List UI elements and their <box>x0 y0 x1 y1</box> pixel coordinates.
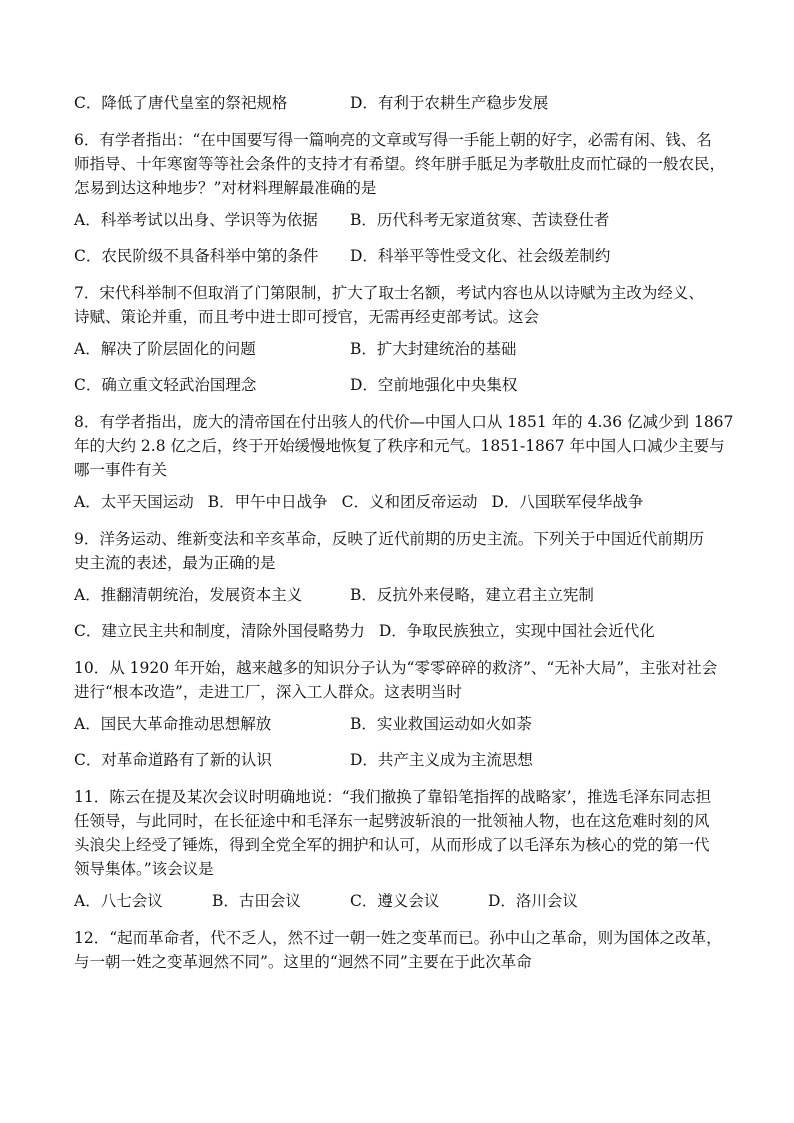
q11-stem <box>74 785 726 881</box>
q11-stem-line: 11．陈云在提及某次会议时明确地说：“我们撤换了靠铅笔指挥的战略家’，推选毛泽东同志担 <box>74 788 712 806</box>
q8-stem-line: 8．有学者指出，庞大的清帝国在付出骇人的代价—中国人口从 1851 年的 4.36 亿减少到 1867 <box>74 413 734 431</box>
q9-stem-line: 9．洋务运动、维新变法和辛亥革命，反映了近代前期的历史主流。下列关于中国近代前期历 <box>74 530 704 548</box>
q7-stem-line: 诗赋、策论并重，而且考中进士即可授官，无需再经吏部考试。这会 <box>74 308 540 326</box>
q10-stem-line: 10．从 1920 年开始，越来越多的知识分子认为“零零碎碎的救济”、“无补大局”，主张对社会 <box>74 659 718 677</box>
q8-option-d[interactable]: D．八国联军侵华战争 <box>491 493 644 511</box>
q7-option-row <box>74 374 726 396</box>
q5-option-d[interactable]: D．有利于农耕生产稳步发展 <box>350 94 549 112</box>
q9-option-b[interactable]: B．反抗外来侵略，建立君主立宪制 <box>350 586 594 604</box>
q10-stem-line: 进行“根本改造”，走进工厂，深入工人群众。这表明当时 <box>74 683 462 701</box>
q10-options <box>74 713 726 771</box>
q11-option-c[interactable]: C．遵义会议 <box>350 892 440 910</box>
q9-option-a[interactable]: A．推翻清朝统治，发展资本主义 <box>74 586 303 604</box>
q9-option-row <box>74 584 726 606</box>
q6-stem-line: 师指导、十年寒窗等等社会条件的支持才有希望。终年胼手胝足为孝敬肚皮而忙碌的一般农民， <box>74 155 726 173</box>
q11-option-b[interactable]: B．古田会议 <box>212 892 301 910</box>
q6-option-a[interactable]: A．科举考试以出身、学识等为依据 <box>74 211 318 229</box>
q7-option-a[interactable]: A．解决了阶层固化的问题 <box>74 340 256 358</box>
q5-option-row <box>74 92 726 114</box>
q11-option-a[interactable]: A．八七会议 <box>74 892 163 910</box>
q11-option-row <box>74 890 726 912</box>
q9-option-c[interactable]: C．建立民主共和制度，清除外国侵略势力 <box>74 622 365 640</box>
q7-option-d[interactable]: D．空前地强化中央集权 <box>350 376 518 394</box>
q9-options <box>74 584 726 642</box>
q9-option-row <box>74 620 726 642</box>
q7-stem <box>74 281 726 329</box>
q6-stem-line: 6．有学者指出：“在中国要写得一篇响亮的文章或写得一手能上朝的好字，必需有闲、钱、名 <box>74 131 712 149</box>
q6-stem <box>74 128 726 200</box>
q8-stem-line: 哪一事件有关 <box>74 461 168 479</box>
q10-stem <box>74 656 726 704</box>
q9-stem-line: 史主流的表述，最为正确的是 <box>74 554 276 572</box>
q6-stem-line: 怎易到达这种地步？”对材料理解最准确的是 <box>74 179 377 197</box>
q10-option-a[interactable]: A．国民大革命推动思想解放 <box>74 715 272 733</box>
q11-stem-line: 任领导，与此同时，在长征途中和毛泽东一起劈波斩浪的一批领袖人物，也在这危难时刻的风 <box>74 812 710 830</box>
q6-option-b[interactable]: B．历代科考无家道贫寒、苦读登仕者 <box>350 211 610 229</box>
q8-stem-line: 年的大约 2.8 亿之后，终于开始缓慢地恢复了秩序和元气。1851-1867 年中国人口减少主要与 <box>74 437 725 455</box>
q12-stem <box>74 926 726 974</box>
q6-option-row <box>74 209 726 231</box>
q6-options <box>74 209 726 267</box>
q7-option-c[interactable]: C．确立重文轻武治国理念 <box>74 376 257 394</box>
q6-option-c[interactable]: C．农民阶级不具备科举中第的条件 <box>74 247 319 265</box>
q11-stem-line: 头浪尖上经受了锤炼，得到全党全军的拥护和认可，从而形成了以毛泽东为核心的党的第一代 <box>74 836 710 854</box>
q7-stem-line: 7．宋代科举制不但取消了门第限制，扩大了取士名额，考试内容也从以诗赋为主改为经义、 <box>74 284 704 302</box>
q8-option-b[interactable]: B．甲午中日战争 <box>207 493 328 511</box>
exam-page <box>74 92 734 983</box>
q9-stem <box>74 527 726 575</box>
q6-option-d[interactable]: D．科举平等性受文化、社会级差制约 <box>350 247 611 265</box>
q10-option-row <box>74 713 726 735</box>
q10-option-row <box>74 749 726 771</box>
q10-option-b[interactable]: B．实业救国运动如火如荼 <box>350 715 532 733</box>
q8-options <box>74 491 726 513</box>
q12-stem-line: 与一朝一姓之变革迥然不同”。这里的“迥然不同”主要在于此次革命 <box>74 953 532 971</box>
q11-stem-line: 领导集体。”该会议是 <box>74 860 214 878</box>
q7-option-row <box>74 338 726 360</box>
q12-stem-line: 12．“起而革命者，代不乏人，然不过一朝一姓之变革而已。孙中山之革命，则为国体之改革， <box>74 929 722 947</box>
q9-option-d[interactable]: D．争取民族独立，实现中国社会近代化 <box>378 622 655 640</box>
q8-option-row <box>74 491 726 513</box>
q11-option-d[interactable]: D．洛川会议 <box>488 892 578 910</box>
q6-option-row <box>74 245 726 267</box>
q8-stem <box>74 410 734 482</box>
q7-option-b[interactable]: B．扩大封建统治的基础 <box>350 340 517 358</box>
q10-option-c[interactable]: C．对革命道路有了新的认识 <box>74 751 272 769</box>
q5-option-c[interactable]: C．降低了唐代皇室的祭祀规格 <box>74 94 288 112</box>
q8-option-c[interactable]: C．义和团反帝运动 <box>341 493 478 511</box>
q5-options <box>74 92 726 114</box>
q11-options <box>74 890 726 912</box>
q7-options <box>74 338 726 396</box>
q8-option-a[interactable]: A．太平天国运动 <box>74 493 194 511</box>
q10-option-d[interactable]: D．共产主义成为主流思想 <box>350 751 533 769</box>
